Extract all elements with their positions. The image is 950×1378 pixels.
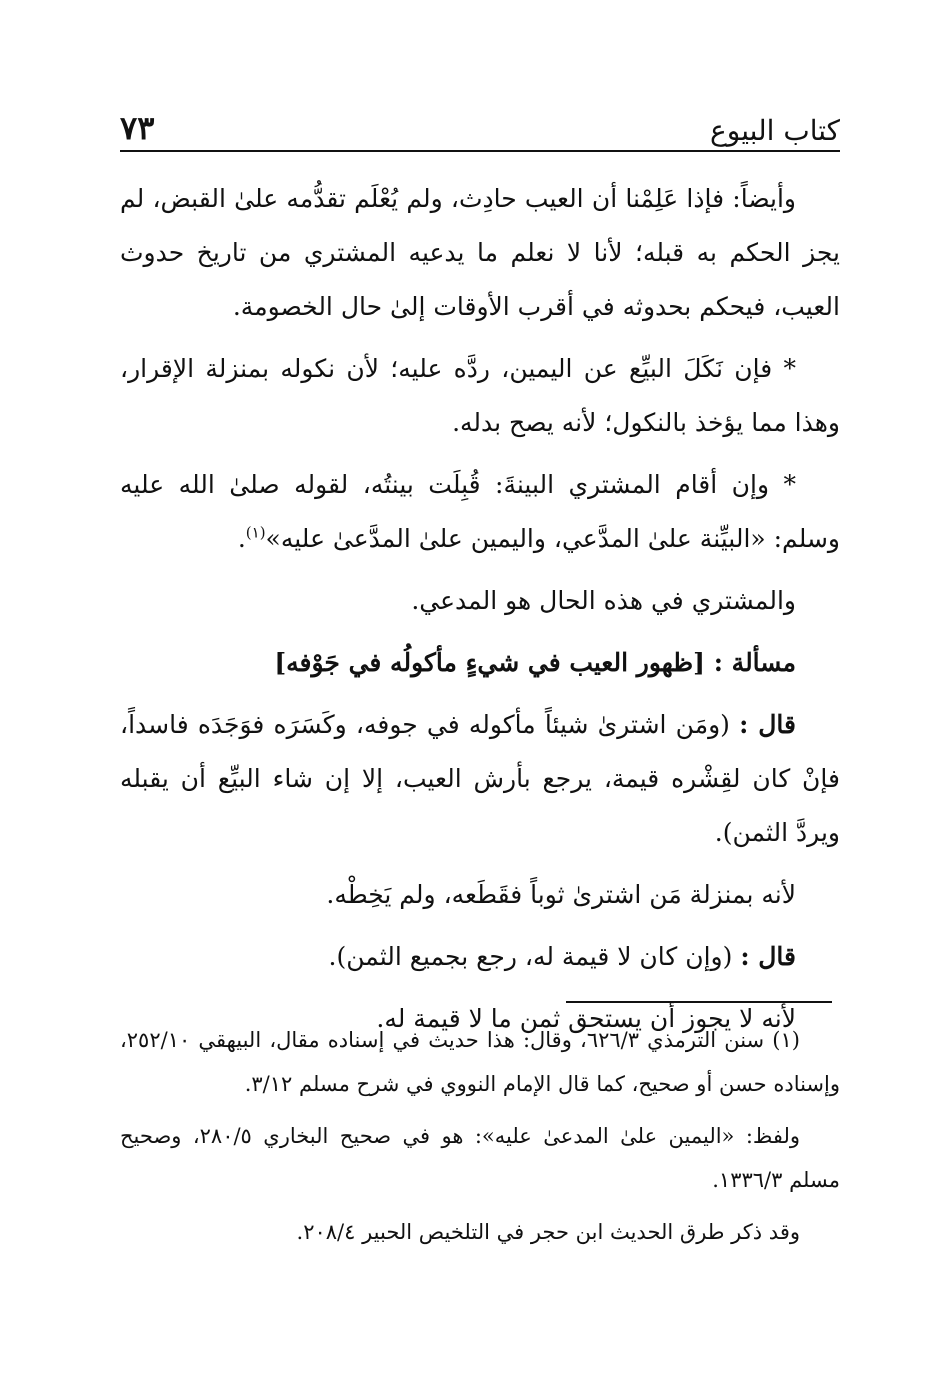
page-number: ٧٣ [120, 109, 155, 147]
issue-title: [ظهور العيب في شيءٍ مأكولُه في جَوْفه] [274, 648, 706, 677]
paragraph: لأنه بمنزلة مَن اشترىٰ ثوباً فقَطَعه، ولم يَخِطْه. [326, 880, 796, 909]
footnote: وقد ذكر طرق الحديث ابن حجر في التلخيص الحبير ٢٠٨/٤. [296, 1220, 800, 1244]
paragraph-end: . [237, 524, 246, 553]
footnote: ولفظ: «اليمين علىٰ المدعىٰ عليه»: هو في صحيح البخاري ٢٨٠/٥، وصحيح مسلم ١٣٣٦/٣. [120, 1124, 840, 1192]
paragraph [120, 698, 840, 860]
qal-text: (ومَن اشترىٰ شيئاً مأكوله في جوفه، وكَسَرَه فوَجَدَه فاسداً، فإنْ كان لقِشْره قيمة، يرجع بأرش العيب، إلا إن شاء البيِّع أن يقبله ويردَّ الثمن). [120, 710, 840, 847]
footnote: (١) سنن الترمذي ٦٢٦/٣، وقال: هذا حديث في إسناده مقال، البيهقي ٢٥٢/١٠، وإسناده حسن أو صحيح، كما قال الإمام النووي في شرح مسلم ٣/١٢. [120, 1028, 840, 1096]
paragraph: والمشتري في هذه الحال هو المدعي. [411, 586, 796, 615]
paragraph-text: * وإن أقام المشتري البينةَ: قُبِلَت بينتُه، لقوله صلىٰ الله عليه وسلم: «البيِّنة علىٰ المدَّعي، واليمين علىٰ المدَّعىٰ عليه» [120, 470, 840, 553]
issue-label: مسألة : [713, 648, 796, 677]
header-rule [120, 150, 840, 152]
page-header [120, 95, 840, 147]
paragraph [120, 458, 840, 566]
qal-label: قال : [739, 710, 797, 739]
running-title: كتاب البيوع [710, 114, 840, 147]
paragraph: * فإن نَكَلَ البيِّع عن اليمين، ردَّه عليه؛ لأن نكوله بمنزلة الإقرار، وهذا مما يؤخذ بالنكول؛ لأنه يصح بدله. [120, 354, 840, 437]
footnote-rule [566, 1001, 832, 1003]
issue-heading [120, 636, 840, 690]
paragraph [120, 930, 840, 984]
footnotes [120, 1018, 840, 1254]
paragraph: وأيضاً: فإذا عَلِمْنا أن العيب حادِث، ولم يُعْلَم تقدُّمه علىٰ القبض، لم يجز الحكم به قبله؛ لأنا لا نعلم ما يدعيه المشتري من تاريخ حدوث العيب، فيحكم بحدوثه في أقرب الأوقات إلىٰ حال الخصومة. [120, 184, 840, 321]
main-text [120, 172, 840, 1046]
paragraph: لأنه لا يجوز أن يستحق ثمن ما لا قيمة له. [376, 1004, 796, 1033]
qal-text: (وإن كان لا قيمة له، رجع بجميع الثمن). [328, 942, 733, 971]
qal-label: قال : [740, 942, 796, 971]
footnote-ref[interactable]: (١) [245, 523, 266, 542]
